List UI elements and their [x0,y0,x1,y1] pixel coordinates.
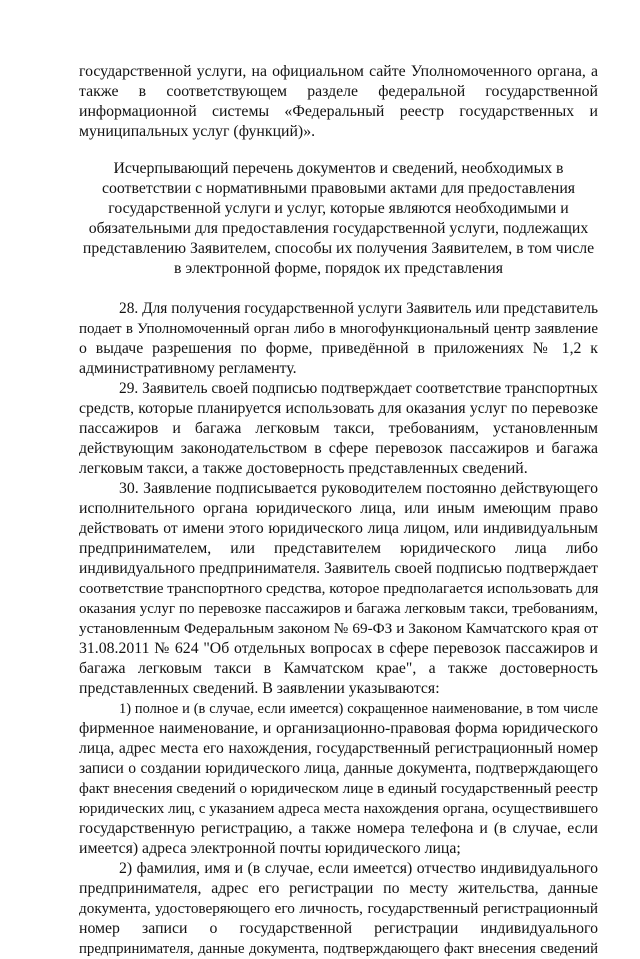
text-line: легковым такси, а также достоверность представленных сведений. [79,460,528,477]
text-line: документа, удостоверяющего его личность, государственный регистрационный [79,900,598,917]
text-line: предпринимателя, данные документа, подтверждающего факт внесения сведений [79,941,598,957]
heading-line: соответствии с нормативными правовыми актами для предоставления [101,180,576,197]
text-line: багажа легковым такси в Камчатском крае", а также достоверность [79,660,598,677]
text-line: установленным Федеральным законом № 69-ФЗ и Законом Камчатского края от [79,620,598,637]
text-line: действовать от имени этого юридического лица лицом, или индивидуальным [79,520,598,537]
section-heading [79,159,598,279]
text-line: 2) фамилия, имя и (в случае, если имеется) отчество индивидуального [119,860,598,877]
text-line: административному регламенту. [79,360,297,377]
text-line: пассажиров и багажа легковым такси, требованиям, установленным [79,420,598,437]
list-item-1 [79,699,598,859]
lead-paragraph [79,62,598,142]
text-line: муниципальных услуг (функций)». [79,123,316,140]
text-line: действующим законодательством в сфере перевозок пассажиров и багажа [79,440,598,457]
text-line: также в соответствующем разделе федеральной государственной [79,83,598,100]
text-line: 31.08.2011 № 624 "Об отдельных вопросах в сфере перевозок пассажиров и [79,640,598,657]
heading-line: обязательными для предоставления государственной услуги, подлежащих [88,220,589,237]
text-line: информационной системы «Федеральный реестр государственных и [79,103,598,120]
text-line: факт внесения сведений о юридическом лице в единый государственный реестр [79,780,598,797]
text-line: 1) полное и (в случае, если имеется) сокращенное наименование, в том числе [119,701,598,717]
text-line: предпринимателем, или представителем юридического лица либо [79,540,598,557]
text-line: номер записи о государственной регистрации индивидуального [79,920,598,937]
text-line: государственную регистрацию, а также номера телефона и (в случае, если [79,820,598,837]
text-line: записи о создании юридического лица, данные документа, подтверждающего [79,760,598,777]
text-line: лица, адрес места его нахождения, государственный регистрационный номер [79,740,598,757]
text-line: соответствие транспортного средства, которое предполагается использовать для [79,580,598,597]
text-line: о выдаче разрешения по форме, приведённой в приложениях № 1,2 к [79,340,598,357]
text-line: 28. Для получения государственной услуги Заявитель или представитель [119,300,598,317]
text-line: исполнительного органа юридического лица, или иным имеющим право [79,500,598,517]
heading-line: Исчерпывающий перечень документов и сведений, необходимых в [113,160,564,177]
text-line: предпринимателя, адрес его регистрации по месту жительства, данные [79,880,598,897]
heading-line: в электронной форме, порядок их представления [173,260,504,277]
text-line: фирменное наименование, и организационно-правовая форма юридического [79,720,598,737]
text-line: юридических лиц, с указанием адреса места нахождения органа, осуществившего [79,801,598,817]
text-line: 29. Заявитель своей подписью подтверждает соответствие транспортных [119,380,598,397]
text-line: государственной услуги, на официальном сайте Уполномоченного органа, а [79,63,598,80]
text-line: представленных сведений. В заявлении указываются: [79,680,440,697]
heading-line: представлению Заявителем, способы их получения Заявителем, в том числе [82,240,595,257]
text-line: 30. Заявление подписывается руководителем постоянно действующего [119,480,598,497]
text-line: средств, которые планируется использовать для оказания услуг по перевозке [79,400,598,417]
heading-line: государственной услуги и услуг, которые являются необходимыми и [108,200,569,217]
text-line: подает в Уполномоченный орган либо в многофункциональный центр заявление [79,321,598,337]
list-item-2 [79,859,598,959]
text-line: оказания услуг по перевозке пассажиров и багажа легковым такси, требованиям, [79,601,598,617]
text-line: индивидуального предпринимателя. Заявитель своей подписью подтверждает [79,560,598,577]
paragraph-29 [79,379,598,479]
paragraph-30 [79,479,598,699]
paragraph-28 [79,299,598,379]
text-line: имеется) адреса электронной почты юридического лица; [79,840,461,857]
text-column [79,62,598,959]
